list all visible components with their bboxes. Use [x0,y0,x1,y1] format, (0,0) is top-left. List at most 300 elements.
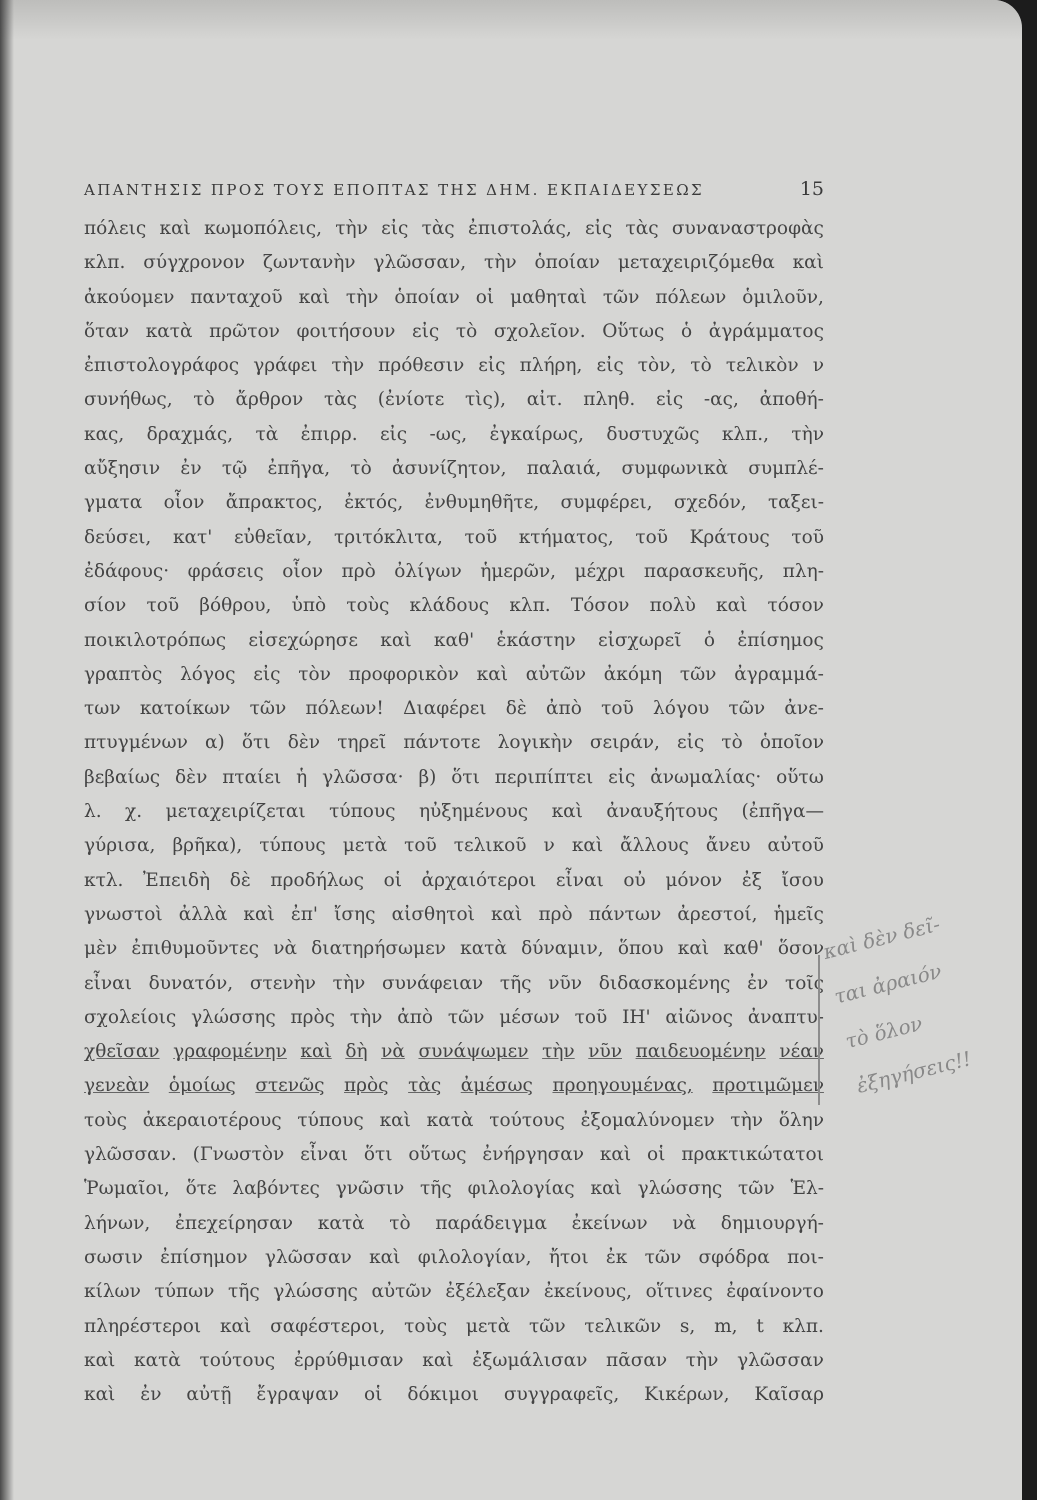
word: φράσεις [187,560,264,582]
word: οἱ [363,1384,383,1406]
word: εἰς [253,663,281,685]
word: τὴν [345,286,379,308]
text-line [84,212,824,246]
word: ἀρεστοί, [677,903,758,925]
word: συναναστροφὰς [671,218,824,239]
word: ἐπεχείρησαν [175,1212,294,1234]
word: προηγουμένας, [552,1075,693,1097]
text-line [84,246,824,280]
word: ἀγραμμά- [734,663,824,685]
word: συνήθως, [84,389,173,411]
word: ἄνευ [705,835,751,857]
word: μεταχειριζόμεθα [617,252,775,274]
text-line [84,829,824,863]
word: ἐξέλεξαν [445,1281,531,1303]
text-line [84,658,824,692]
word: τοῦ [404,835,437,857]
word: ἐνθυμηθῆτε, [424,492,540,514]
word: φιλολογίαν, [417,1246,532,1268]
word: ὁποίαν [394,286,460,308]
word: -ως, [429,423,468,445]
word: πτυγμένων [84,732,188,754]
word: καὶ [243,903,275,925]
word: Τόσον [570,595,630,617]
word: στενῶς [255,1075,325,1097]
word: οὐ [623,869,646,891]
word: γματα [84,492,143,514]
word: καὶ [716,595,748,617]
word: ἐνήργησαν [482,1144,584,1166]
word: εἰς [412,320,440,342]
word: νὰ [381,1041,405,1063]
word: ὁμοίως [168,1075,236,1097]
word: τὴν [685,1349,719,1371]
word: ἐκ [605,1246,628,1268]
text-line [84,1275,824,1309]
word: (Γνωστὸν [192,1144,285,1166]
word: νὰ [273,938,297,960]
text-line [84,1344,824,1378]
word: δύναμιν, [521,938,604,960]
text-line [84,1310,824,1344]
word: σωσιν [84,1246,143,1268]
word: πταίει [222,766,282,788]
word: τῶν [602,286,640,308]
word: καὶ [476,663,508,685]
word: ἀκόμη [603,663,663,685]
word: ὁμιλοῦν, [742,286,824,308]
word: παρασκευῆς, [643,560,765,582]
word: ἐξομαλύνομεν [580,1109,715,1131]
word: τῆς [499,972,532,994]
text-line [84,898,824,932]
word: ἐκείνων [571,1212,648,1234]
word: καὶ [300,1041,332,1063]
word: τοὺς [404,1315,448,1337]
word: κατὰ [426,1109,474,1131]
word: μόνον [665,869,723,891]
word: νῦν [588,1041,622,1063]
word: πρὸ [341,560,376,582]
word: ὀλίγων [394,560,462,582]
word: ἀρχαιότεροι [421,869,537,891]
word: κλπ. [84,252,126,274]
word: -ας, [703,389,739,411]
word: λαβόντες [232,1178,320,1200]
word: καὶ [298,286,330,308]
word: τῷ [221,458,248,480]
word: σύγχρονον [143,252,245,274]
word: νέαν [779,1041,824,1063]
word: ἐν [140,1384,162,1406]
word: στενὴν [249,972,316,994]
word: τὸν [298,663,331,685]
text-line [84,967,824,1001]
word: πληρέστεροι [84,1315,202,1337]
word: εἰσχωρεῖ [598,629,682,651]
word: τὴν [542,1041,575,1063]
word: γραπτὸς [84,663,163,685]
word: τὸ [455,320,478,342]
word: αἰτ. [526,389,563,411]
word: λογικὴν [497,732,573,754]
word: ἔγραψαν [256,1384,340,1406]
word: πᾶσαν [606,1349,668,1371]
word: παλαιά, [526,458,602,480]
word: καὶ [571,835,604,857]
word: αὐτῶν [371,1281,432,1303]
word: καὶ [369,1246,401,1268]
word: τῶν [644,1246,682,1268]
word: δημιουργή- [720,1212,824,1234]
word: σαφέστεροι, [270,1315,386,1337]
word: ἐξωμάλισαν [472,1349,588,1371]
word: σχολεῖον. [493,320,586,342]
word: πρόθεσιν [378,355,465,377]
word: τύπους [329,801,396,823]
word: πρὸ [538,903,573,925]
word: πόλεων! [305,698,384,720]
word: ἴσης [334,903,376,925]
word: τὸ [690,355,712,377]
word: ὑπὸ [291,595,327,617]
running-head [84,178,824,200]
word: ηὐξημένους [418,801,529,823]
word: προφορικὸν [348,663,459,685]
word: ἄρθρον [235,389,304,411]
word: τὴν [484,252,517,274]
word: τὰς [323,389,358,411]
word: Ῥωμαῖοι, [84,1178,170,1200]
word: Κράτους [689,526,770,548]
word: γύρισα, [84,835,156,857]
word: τύπους [297,1109,364,1131]
word: δὲ [505,698,527,720]
word: ἀκούομεν [84,286,175,308]
word: πρῶτον [209,320,280,342]
word: κλπ., [721,423,770,445]
word: παιδευομένην [635,1041,766,1063]
text-line [84,761,824,795]
text-line [84,1001,824,1035]
word: τῶν [728,698,766,720]
margin-note-line: τὸ ὅλον [842,1010,925,1054]
word: τύπους [259,835,326,857]
text-line [84,1207,824,1241]
word: ὁποίαν [534,252,600,274]
word: τύπων [154,1281,215,1303]
word: τούτους [199,1349,276,1371]
word: οἱ [383,869,403,891]
word: ν [812,355,824,377]
running-head-title: ΑΠΑΝΤΗΣΙΣ ΠΡΟΣ ΤΟΥΣ ΕΠΟΠΤΑΣ ΤΗΣ ΔΗΜ. ΕΚΠΑΙΔΕΥΣΕΩΣ [84,181,705,199]
word: καὶ [792,252,824,274]
word: τελικοῦ [453,835,527,857]
page-number: 15 [799,178,824,200]
text-line [84,555,824,589]
word: Καῖσαρ [754,1384,824,1406]
word: τοὺς [84,1109,127,1131]
text-line [84,795,824,829]
word: γλῶσσαν. [84,1144,177,1166]
word: καὶ [379,1109,411,1131]
word: ἐκτός, [344,492,404,514]
word: εἰς [379,423,408,445]
word: ἐπῆγα, [267,458,331,480]
word: λόγου [652,698,710,720]
word: μέσων [499,1006,560,1028]
word: ἴσου [781,869,824,891]
word: τὸν, [637,355,677,377]
word: προτιμῶμεν [712,1075,824,1097]
word: τοῦ [791,526,824,548]
word: περιπίπτει [494,766,594,788]
word: γράφει [253,355,318,377]
word: καὶ [599,1144,632,1166]
word: τὰς [421,218,455,239]
word: ταξει- [767,492,824,514]
word: κας, [84,423,125,445]
word: πρὸς [344,1075,389,1097]
word: ἄπρακτος, [225,492,323,514]
word: κίλων [84,1281,141,1303]
word: τοὺς [346,595,390,617]
word: α) [205,732,225,754]
word: τὴν [335,218,368,239]
word: κατὰ [145,320,193,342]
word: μέχρι [574,560,626,582]
word: πόλεις [84,218,147,239]
word: μεταχειρίζεται [165,801,306,823]
text-line [84,315,824,349]
margin-note-line: καὶ δὲν δεῖ- [820,911,943,964]
word: τοῦ [464,526,498,548]
word: κωμοπόλεις, [204,218,322,239]
word: καὶ [380,629,412,651]
word: Ἐπειδὴ [143,869,211,891]
word: τὸ [193,389,215,411]
word: s, [679,1315,696,1337]
word: ἐπιστολογράφος [84,355,240,377]
word: καὶ [422,1349,454,1371]
word: διατηρήσωμεν [311,938,446,960]
word: καὶ [551,801,583,823]
word: ὅτι [451,766,480,788]
word: εἰσεχώρησε [248,629,358,651]
word: καὶ [677,938,710,960]
word: συνάψωμεν [418,1041,529,1063]
word: κατὰ [460,938,507,960]
word: Διαφέρει [403,698,487,720]
word: ὅλην [778,1109,824,1131]
word: εἰς [655,389,684,411]
word: εἶναι [84,972,132,994]
word: ἀμέσως [460,1075,533,1097]
word: ὅταν [84,320,130,342]
word: τῶν [679,663,717,685]
word: πάντοτε [403,732,481,754]
word: τοῦ [146,595,180,617]
word: γλώσσης [273,1281,358,1303]
text-line [84,1378,824,1412]
word: κτήματος, [518,526,614,548]
word: (ἐπῆγα— [741,801,824,823]
word: ἐν [747,972,769,994]
word: τριτόκλιτα, [333,526,443,548]
word: βόθρου, [199,595,272,617]
word: ν [543,835,555,857]
word: εἶναι [300,1144,348,1166]
word: ἀγράμματος [708,320,824,342]
word: οἱ [475,286,495,308]
word: γλῶσσαν [264,1246,352,1268]
word: συμπλέ- [748,458,824,480]
text-line [84,589,824,623]
word: ἐδάφους· [84,560,170,582]
word: σχολείοις [84,1006,177,1028]
text-line [84,418,824,452]
word: ἐκείνους, [543,1281,633,1303]
word: βεβαίως [84,766,161,788]
word: ἀναυξήτους [606,801,719,823]
text-line [84,486,824,520]
word: m, [714,1315,738,1337]
word: τὴν [331,355,365,377]
word: χ. [125,801,143,823]
word: τὴν [730,1109,763,1131]
word: τοῖς [784,972,824,994]
word: κατὰ [317,1212,365,1234]
word: τὴν [332,972,366,994]
word: προδήλως [270,869,364,891]
text-line [84,1241,824,1275]
word: δραχμάς, [146,423,234,445]
word: καὶ [490,903,523,925]
word: τὶς), [465,389,506,411]
word: γλώσσης [637,1178,723,1200]
text-line [84,1069,824,1103]
word: β) [418,766,437,788]
word: ἡμεῖς [773,903,824,925]
word: συγγραφεῖς, [503,1384,620,1406]
text-line [84,1172,824,1206]
word: δὲν [175,766,208,788]
word: πόλεων [655,286,727,308]
body-text [84,212,824,1412]
word: ἀναπτυ- [747,1006,824,1028]
word: καὶ [84,1384,116,1406]
word: οὕτω [776,766,824,788]
word: μαθηταὶ [510,286,587,308]
word: νῦν [548,972,582,994]
word: τὸ [721,732,743,754]
word: εἰς [585,218,613,239]
word: ἤτοι [548,1246,589,1268]
word: πάντων [588,903,662,925]
word: μετὰ [342,835,388,857]
word: τὰς [408,1075,442,1097]
word: γλῶσσα· [322,766,404,788]
word: κλπ. [509,595,551,617]
word: σειράν, [589,732,660,754]
word: τὰς [625,218,659,239]
word: πρὸς [290,1006,336,1028]
word: ἀσυνίζητον, [391,458,507,480]
word: κατοίκων [139,698,231,720]
word: καὶ [590,1178,622,1200]
word: εἶναι [555,869,604,891]
word: φοιτήσουν [296,320,396,342]
word: δυνατόν, [148,972,234,994]
word: τούτους [489,1109,565,1131]
word: τῆς [420,1178,452,1200]
word: λ. [84,801,102,823]
word: αὔξησιν [84,458,161,480]
word: ἐρρύθμισαν [293,1349,404,1371]
word: συμφέρει, [560,492,653,514]
word: πλήρη, [519,355,583,377]
word: καὶ [84,1349,116,1371]
word: (ἐνίοτε [377,389,445,411]
text-line [84,383,824,417]
word: τόσον [767,595,824,617]
text-line [84,349,824,383]
word: ἡ [296,766,308,788]
text-line [84,452,824,486]
word: Ἑλ- [790,1178,824,1200]
scan-edge-shadow [0,0,14,1500]
word: ἀποθή- [759,389,824,411]
word: τὴν [791,423,824,445]
word: μὲν [84,938,118,960]
word: εἰς [677,732,705,754]
word: σφόδρα [698,1246,770,1268]
word: ἀνωμαλίας· [650,766,762,788]
margin-note-line: ται ἀραιόν [831,958,944,1009]
word: ΙΗ' [622,1006,651,1028]
word: τῶν [447,1006,485,1028]
word: αὐτῶν [525,663,587,685]
text-line [84,692,824,726]
word: χθεῖσαν [84,1041,160,1063]
word: νὰ [672,1212,697,1234]
word: τοῦ [601,698,634,720]
word: ὅσον [777,938,824,960]
word: φιλολογίας [467,1178,575,1200]
word: κατὰ [134,1349,181,1371]
word: εἰς [381,218,409,239]
word: γνωστοὶ [84,903,163,925]
word: εἰς [608,766,636,788]
word: ποι- [787,1246,824,1268]
word: διδασκομένης [598,972,731,994]
word: ἐπ' [290,903,318,925]
word: σίον [84,595,127,617]
word: πολὺ [649,595,696,617]
text-line [84,521,824,555]
word: ἐπίσημον [160,1246,248,1268]
word: ἐπιθυμοῦντες [131,938,259,960]
word: γλῶσσαν, [373,252,467,274]
word: δυστυχῶς [606,423,700,445]
word: γενεὰν [84,1075,150,1097]
word: καθ' [723,938,764,960]
word: δεύσει, [84,526,152,548]
word: ὅτι [363,1144,393,1166]
text-line [84,1138,824,1172]
word: ἐπιρρ. [300,423,358,445]
word: τῶν [738,1178,775,1200]
